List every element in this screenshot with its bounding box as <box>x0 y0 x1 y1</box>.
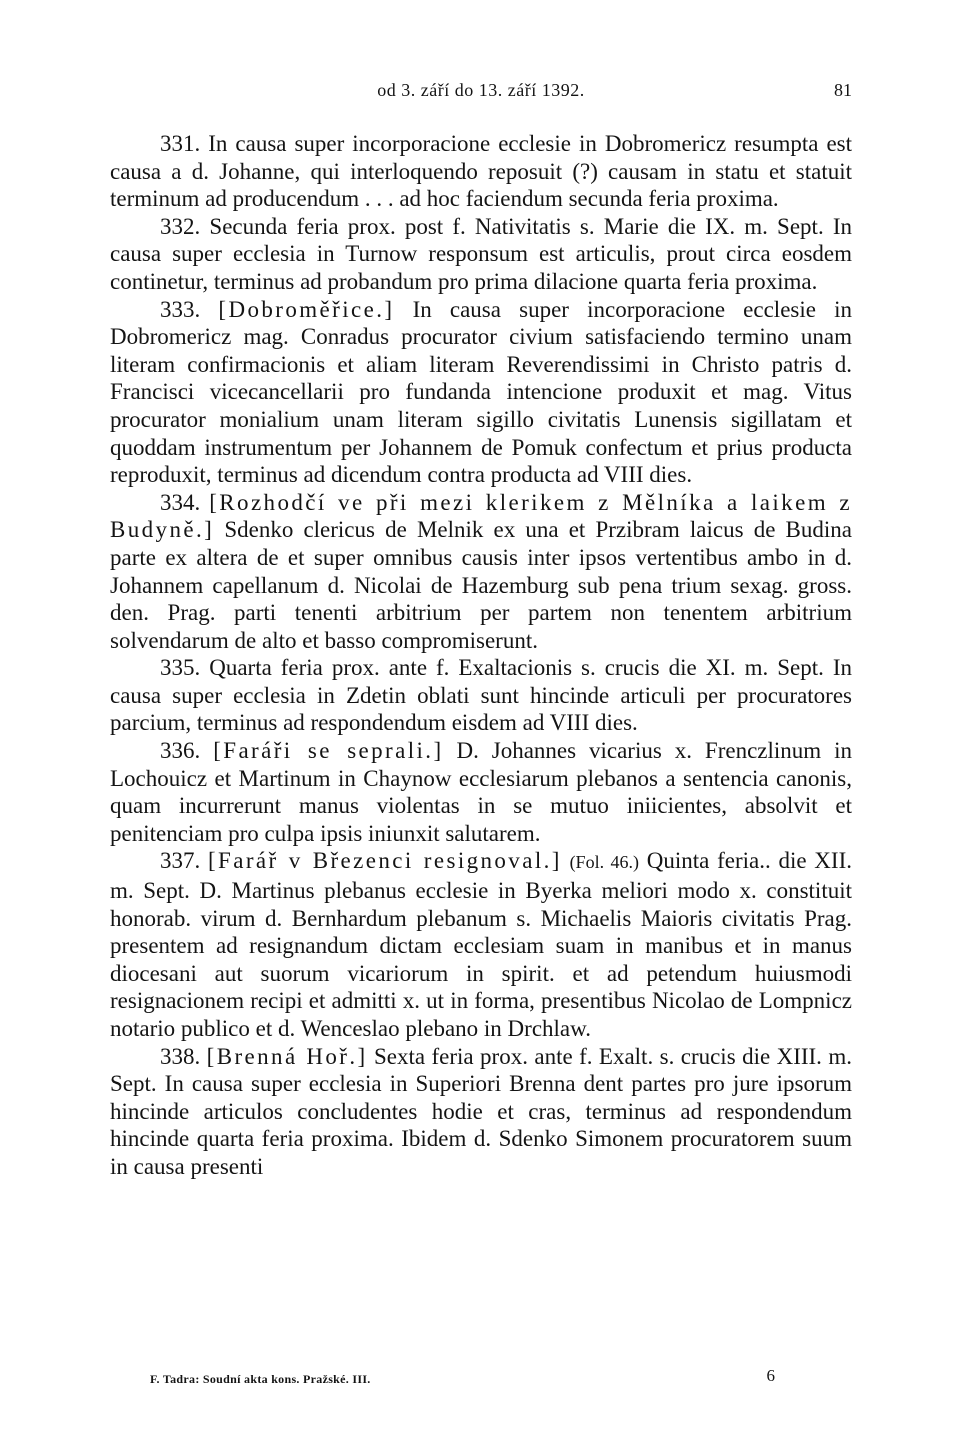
page-header <box>110 80 852 110</box>
entry-number: 335. <box>160 655 201 681</box>
entry-number: 338. <box>160 1043 201 1069</box>
entry-336 <box>110 737 852 847</box>
entry-number: 337. <box>160 848 201 874</box>
source-citation: F. Tadra: Soudní akta kons. Pražské. III. <box>150 1372 371 1386</box>
entry-number: 332. <box>160 213 201 239</box>
body-text <box>110 130 852 1181</box>
running-head: od 3. září do 13. září 1392. <box>377 80 585 100</box>
entry-number: 334. <box>160 489 201 515</box>
folio-marker: (Fol. 46.) <box>569 852 640 873</box>
entry-text: In causa super incorporacione ecclesie in Dobromericz resumpta est causa a d. Johanne, qui interloquendo reposuit (?) causam in statu et statuit terminum ad producendum . . . ad hoc faciendum secunda feria proxima. <box>110 131 853 212</box>
entry-text: In causa super incorporacione ecclesie in Dobromericz mag. Conradus procurator civium satisfaciendo termino unam literam confirmacionis et aliam literam Reverendissimi in Christo patris d. Francisci vicecancellarii pro fundanda intencione produxit et mag. Vitus procurator monialium unam literam sigillo civitatis Lunensis sigillatam et quoddam instrumentum per Johannem de Pomuk confectum et prius producta reproduxit, terminus ad dicendum contra producta ad VIII dies. <box>110 296 852 488</box>
entry-number: 331. <box>160 131 201 156</box>
page-number: 81 <box>834 80 852 100</box>
entry-text: Quarta feria prox. ante f. Exaltacionis s. crucis die XI. m. Sept. In causa super ecclesia in Zdetin oblati sunt hincinde articuli per procuratores parcium, terminus ad respondendum eisdem ad VIII dies. <box>110 655 852 736</box>
entry-332 <box>110 213 852 296</box>
entry-heading: [Rozhodčí ve při mezi klerikem z Mělníka a laikem z Budyně.] <box>110 489 852 543</box>
entry-text: D. Johannes vicarius x. Frenczlinum in Lochouicz et Martinum in Chaynow ecclesiarum plebanos a sentencia canonis, quam incurrerunt manus violentas in se mutuo iniicientes, absolvit et penitenciam pro culpa ipsis iniunxit salutarem. <box>110 738 853 846</box>
entry-334 <box>110 489 852 655</box>
signature-mark: 6 <box>766 1366 775 1385</box>
entry-338 <box>110 1043 852 1181</box>
entry-331 <box>110 130 852 213</box>
entry-heading: [Brenná Hoř.] <box>206 1043 368 1069</box>
entry-heading: [Faráři se seprali.] <box>213 738 444 764</box>
entry-number: 333. <box>160 296 201 322</box>
entry-333 <box>110 296 852 489</box>
entry-337 <box>110 847 852 1042</box>
entry-number: 336. <box>160 738 201 764</box>
entry-text: Sdenko clericus de Melnik ex una et Przibram laicus de Budina parte ex altera de et super omnibus causis inter ipsos vertentibus ambo in d. Johannem capellanum d. Nicolai de Hazemburg sub pena trium sexag. gross. den. Prag. parti tenenti arbitrium per partem non tenentem arbitrium solvendarum de alto et basso compromiserunt. <box>110 517 852 653</box>
page-footer <box>150 1366 775 1394</box>
entry-text: Secunda feria prox. post f. Nativitatis s. Marie die IX. m. Sept. In causa super ecclesia in Turnow responsum est articulis, prout circa eosdem continetur, terminus ad probandum pro prima dilacione quarta feria proxima. <box>110 213 853 294</box>
entry-heading: [Dobroměřice.] <box>218 296 395 322</box>
entry-text: Quinta feria.. die XII. m. Sept. D. Martinus plebanus ecclesie in Byerka meliori modo x. constituit honorab. virum d. Bernhardum plebanum s. Michaelis Maioris civitatis Prag. presentem ad resignandum dictam ecclesiam suam in manibus et in manus diocesani aut suorum vicariorum in spirit. et ad petendum huiusmodi resignacionem recipi et admitti x. ut in forma, presentibus Nicolao de Lompnicz notario publico et d. Wenceslao plebano in Drchlaw. <box>110 848 852 1041</box>
entry-335 <box>110 654 852 737</box>
entry-text: Sexta feria prox. ante f. Exalt. s. crucis die XIII. m. Sept. In causa super ecclesia in Superiori Brenna dent partes pro jure ipsorum hincinde articulos concludentes hodie et cras, terminus ad respondendum hincinde quarta feria proxima. Ibidem d. Sdenko Simonem procuratorem suum in causa presenti <box>110 1043 852 1179</box>
entry-heading: [Farář v Březenci resignoval.] <box>207 848 562 874</box>
